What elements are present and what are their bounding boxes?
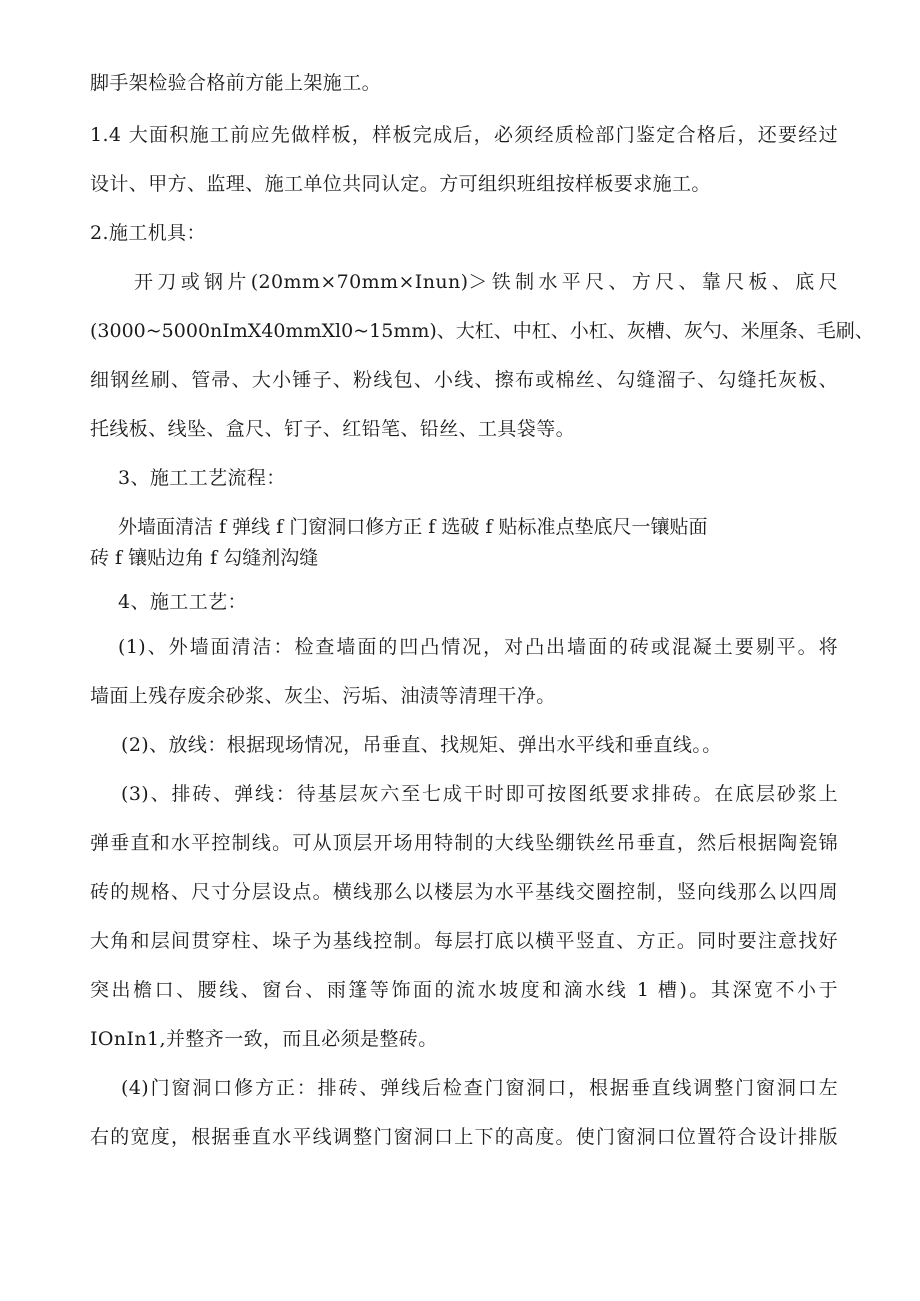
text-line-17: 弹垂直和水平控制线。可从顶层开场用特制的大线坠绷铁丝吊垂直，然后根据陶瓷锦 — [90, 832, 838, 854]
section-heading-tools: 2.施工机具： — [90, 222, 206, 244]
text-line-7: 细钢丝刷、管帚、大小锤子、粉线包、小线、擦布或棉丝、勾缝溜子、勾缝托灰板、 — [90, 369, 838, 391]
text-line-19: 大角和层间贯穿柱、垛子为基线控制。每层打底以横平竖直、方正。同时要注意找好 — [90, 930, 838, 952]
text-line-11: 砖 f 镶贴边角 f 勾缝剂沟缝 — [90, 547, 319, 569]
section-heading-process: 4、施工工艺： — [118, 591, 247, 613]
text-line-10: 外墙面清洁 f 弹线 f 门窗洞口修方正 f 选破 f 贴标准点垫底尺一镶贴面 — [118, 516, 708, 538]
text-line-14: 墙面上残存废余砂浆、灰尘、污垢、油渍等清理干净。 — [90, 685, 556, 707]
text-line-3: 设计、甲方、监理、施工单位共同认定。方可组织班组按样板要求施工。 — [90, 173, 711, 195]
text-line-15: (2)、放线：根据现场情况，吊垂直、找规矩、弹出水平线和垂直线。。 — [121, 734, 722, 756]
text-line-1: 脚手架检验合格前方能上架施工。 — [90, 72, 382, 94]
text-line-20: 突出檐口、腰线、窗台、雨篷等饰面的流水坡度和滴水线 1 槽)。其深宽不小于 — [90, 979, 838, 1001]
text-line-5: 开刀或钢片(20mm×70mm×Inun)＞铁制水平尺、方尺、靠尺板、底尺 — [134, 271, 838, 293]
text-line-8: 托线板、线坠、盒尺、钉子、红铅笔、铅丝、工具袋等。 — [90, 418, 576, 440]
text-line-23: 右的宽度，根据垂直水平线调整门窗洞口上下的高度。使门窗洞口位置符合设计排版 — [90, 1126, 838, 1148]
text-line-18: 砖的规格、尺寸分层设点。横线那么以楼层为水平基线交圈控制，竖向线那么以四周 — [90, 881, 838, 903]
text-line-22: (4)门窗洞口修方正：排砖、弹线后检查门窗洞口，根据垂直线调整门窗洞口左 — [121, 1077, 838, 1099]
text-line-6: (3000~5000nImX40mmXl0~15mm)、大杠、中杠、小杠、灰槽、灰勺、米厘条、毛刷、 — [90, 320, 874, 342]
text-line-13: (1)、外墙面清洁：检查墙面的凹凸情况，对凸出墙面的砖或混凝土要剔平。将 — [118, 636, 838, 658]
text-line-21: IOnIn1,并整齐一致，而且必须是整砖。 — [90, 1028, 438, 1050]
section-heading-process-flow: 3、施工工艺流程： — [118, 467, 286, 489]
text-line-16: (3)、排砖、弹线：待基层灰六至七成干时即可按图纸要求排砖。在底层砂浆上 — [121, 783, 838, 805]
text-line-2: 1.4 大面积施工前应先做样板，样板完成后，必须经质检部门鉴定合格后，还要经过 — [90, 124, 838, 146]
